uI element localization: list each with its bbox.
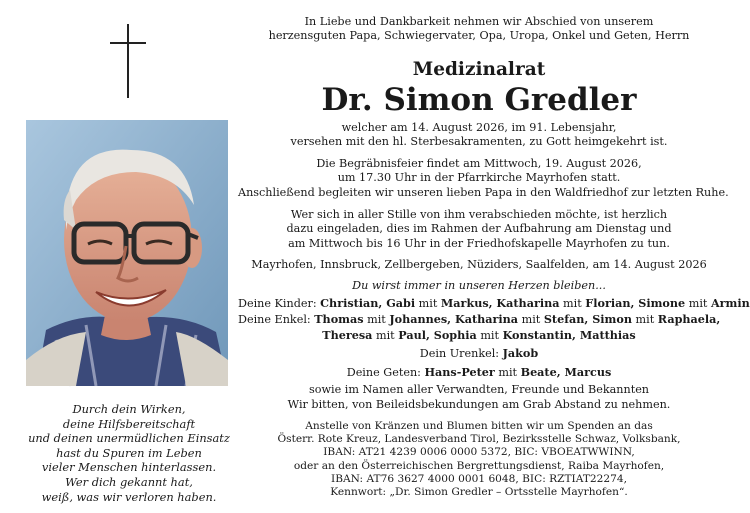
- children-label: Deine Kinder:: [238, 297, 317, 310]
- poem-line: und deinen unermüdlichen Einsatz: [28, 431, 230, 446]
- viewing-line: Wer sich in aller Stille von ihm verabschieden möchte, ist herzlich: [290, 208, 668, 221]
- funeral-line: Anschließend begleiten wir unseren lieben Papa in den Waldfriedhof zur letzten Ruhe.: [238, 185, 729, 199]
- funeral-line: um 17.30 Uhr in der Pfarrkirche Mayrhofen statt.: [337, 171, 621, 185]
- death-line: welcher am 14. August 2026, im 91. Lebensjahr,: [341, 121, 617, 134]
- poem-line: deine Hilfsbereitschaft: [62, 416, 196, 431]
- donation-line: Österr. Rote Kreuz, Landesverband Tirol, Bezirksstelle Schwaz, Volksbank,: [277, 433, 681, 446]
- family-name: Hans-Peter: [424, 364, 495, 379]
- family-connector: mit: [498, 365, 518, 379]
- condolence-line: Wir bitten, von Beileidsbekundungen am Grab Abstand zu nehmen.: [287, 398, 671, 411]
- donation-line: Kennwort: „Dr. Simon Gredler – Ortsstelle Mayrhofen“.: [330, 486, 628, 499]
- funeral-info: [238, 157, 729, 200]
- donation-info: [238, 420, 720, 499]
- poem-line: Wer dich gekannt hat,: [65, 474, 193, 489]
- condolence-note: [238, 398, 720, 412]
- family-name: Armin: [710, 296, 750, 310]
- motto: [238, 279, 720, 293]
- family-name: Christian, Gabi: [320, 296, 416, 310]
- grandchildren-line: [238, 312, 720, 327]
- family-name: Konstantin, Matthias: [502, 327, 636, 342]
- family-name: Paul, Sophia: [398, 327, 477, 342]
- family-name: Thomas: [314, 312, 364, 327]
- relatives-line: sowie im Namen aller Verwandten, Freunde und Bekannten: [308, 383, 650, 397]
- family-connector: mit: [375, 328, 395, 342]
- place-date: [238, 258, 720, 272]
- family-name: Jakob: [502, 346, 539, 361]
- intro-line: herzensguten Papa, Schwiegervater, Opa, Uropa, Onkel und Geten, Herrn: [268, 29, 690, 43]
- family-name: Beate, Marcus: [520, 364, 612, 379]
- title-prefix: [238, 59, 720, 81]
- family-connector: mit: [688, 297, 708, 310]
- cross-icon: [110, 24, 146, 98]
- intro-text: [238, 15, 720, 44]
- motto-line: Du wirst immer in unseren Herzen bleiben...: [352, 279, 606, 292]
- godchildren-label: Deine Geten:: [346, 365, 421, 379]
- family-name: Theresa: [322, 327, 373, 342]
- donation-line: IBAN: AT76 3627 4000 0001 6048, BIC: RZTIAT22274,: [331, 472, 627, 485]
- family-connector: mit: [635, 313, 655, 327]
- great-grandchild-line: [238, 346, 720, 361]
- donation-line: oder an den Österreichischen Bergrettungsdienst, Raiba Mayrhofen,: [293, 459, 665, 472]
- family-list: [238, 296, 750, 397]
- family-name: Stefan, Simon: [543, 312, 632, 327]
- viewing-line: am Mittwoch bis 16 Uhr in der Friedhofskapelle Mayrhofen zu tun.: [288, 236, 670, 250]
- poem-line: vieler Menschen hinterlassen.: [41, 460, 217, 475]
- family-name: Johannes, Katharina: [389, 312, 519, 327]
- children-line: [238, 296, 750, 311]
- family-connector: mit: [563, 297, 582, 310]
- deceased-name-block: [238, 82, 720, 118]
- donation-line: Anstelle von Kränzen und Blumen bitten wir um Spenden an das: [305, 420, 653, 432]
- poem-line: Durch dein Wirken,: [72, 402, 186, 416]
- funeral-line: Die Begräbnisfeier findet am Mittwoch, 19. August 2026,: [316, 157, 642, 170]
- family-name: Florian, Simone: [585, 296, 686, 310]
- poem-line: weiß, was wir verloren haben.: [41, 489, 217, 504]
- family-connector: mit: [418, 297, 438, 310]
- portrait-photo: [26, 120, 228, 386]
- godchildren-line: [238, 365, 720, 380]
- viewing-info: [238, 208, 720, 251]
- honorific-title: Medizinalrat: [412, 59, 546, 80]
- great-grandchild-label: Dein Urenkel:: [419, 347, 500, 361]
- family-connector: mit: [367, 313, 386, 327]
- family-name: Raphaela,: [657, 312, 721, 327]
- portrait-illustration: [26, 120, 228, 386]
- family-connector: mit: [480, 328, 499, 342]
- deceased-name: Dr. Simon Gredler: [321, 82, 637, 118]
- family-name: Markus, Katharina: [440, 296, 560, 310]
- poem: [18, 402, 240, 504]
- place-date-line: Mayrhofen, Innsbruck, Zellbergeben, Nüziders, Saalfelden, am 14. August 2026: [251, 258, 707, 271]
- grandchildren-label: Deine Enkel:: [238, 313, 311, 327]
- family-connector: mit: [521, 313, 541, 327]
- death-line: versehen mit den hl. Sterbesakramenten, zu Gott heimgekehrt ist.: [290, 135, 668, 149]
- grandchildren-line-2: [238, 328, 720, 343]
- donation-line: IBAN: AT21 4239 0006 0000 5372, BIC: VBOEATWWINN,: [323, 446, 635, 459]
- viewing-line: dazu eingeladen, dies im Rahmen der Aufbahrung am Dienstag und: [286, 222, 672, 236]
- poem-line: hast du Spuren im Leben: [56, 445, 202, 460]
- death-notice: [238, 121, 720, 150]
- intro-line: In Liebe und Dankbarkeit nehmen wir Abschied von unserem: [304, 15, 654, 28]
